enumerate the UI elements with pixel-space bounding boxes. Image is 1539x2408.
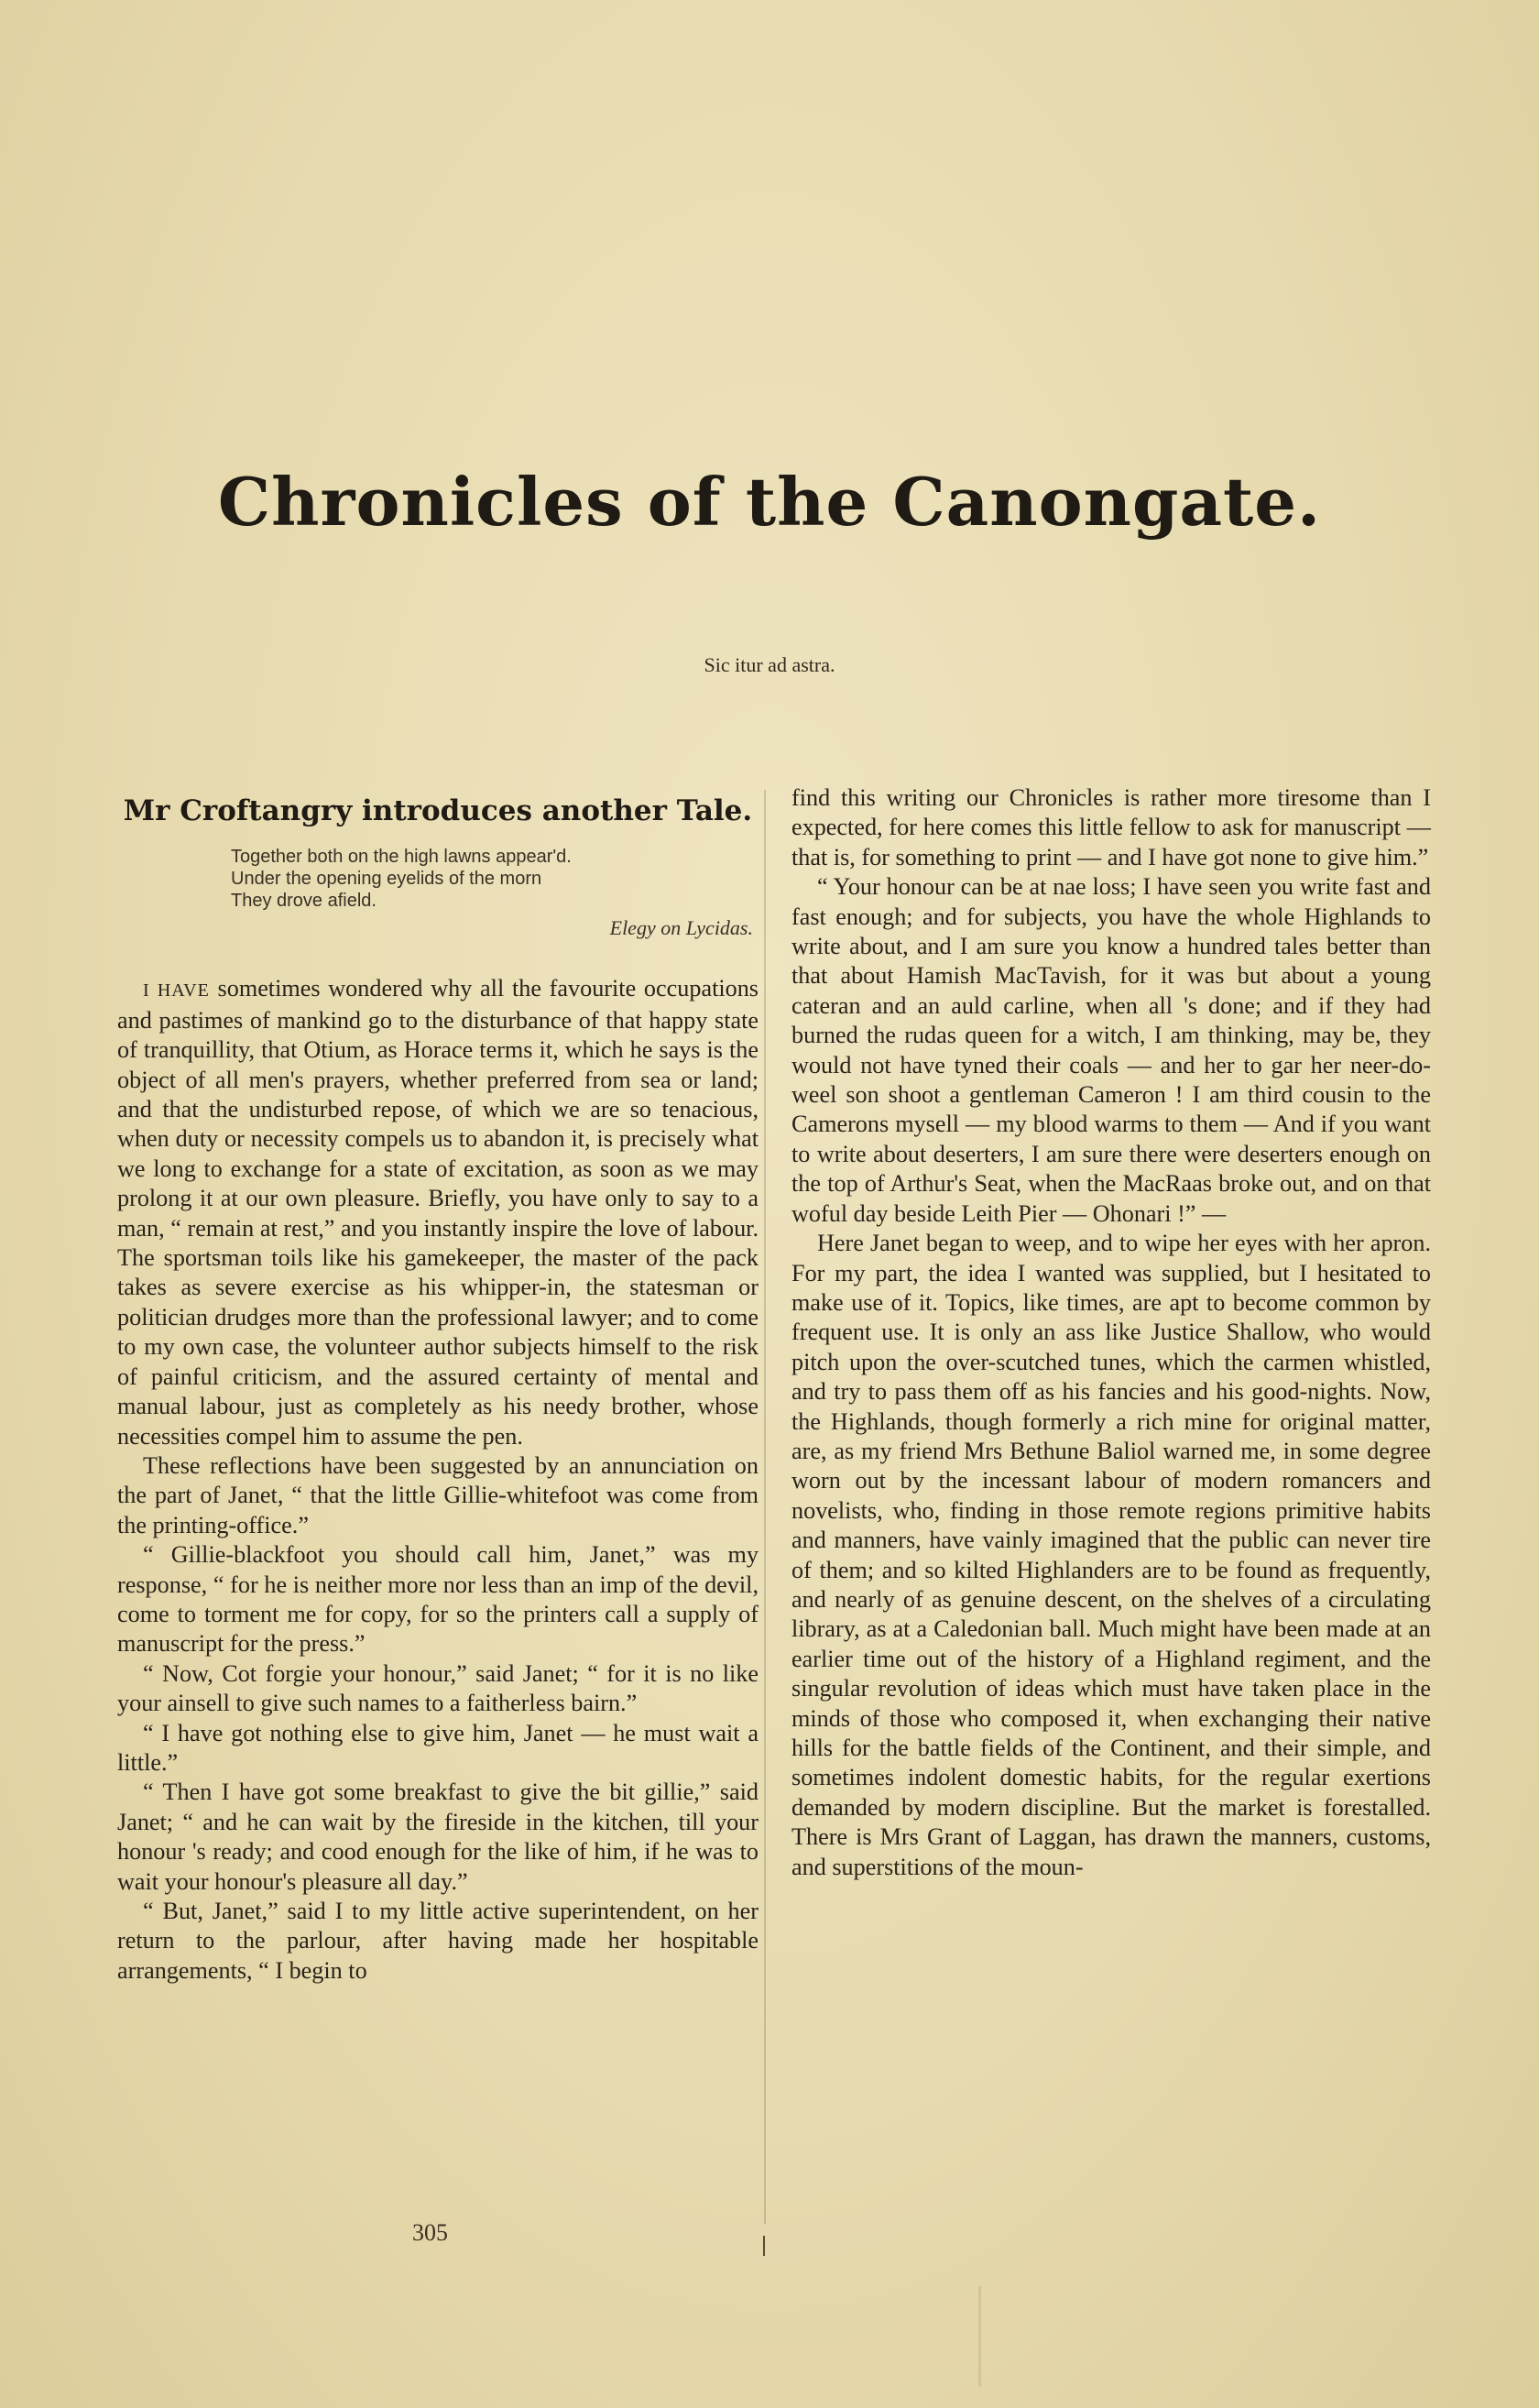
paragraph [117,974,759,1451]
column-divider [764,790,766,2224]
paragraph: Here Janet began to weep, and to wipe her eyes with her apron. For my part, the idea I wanted was supplied, but I hesitated to make use of it. Topics, like times, are apt to become common by frequent use. It is only an ass like Justice Shallow, who would pitch upon the over-scutched tunes, which the carmen whistled, and try to pass them off as his fancies and his good-nights. Now, the Highlands, though formerly a rich mine for original matter, are, as my friend Mrs Bethune Baliol warned me, in some degree worn out by the incessant labour of modern romancers and novelists, who, finding in those remote regions primitive habits and manners, have vainly imagined that the public can never tire of them; and so kilted Highlanders are to be found as frequently, and nearly of as genuine descent, on the shelves of a circulating library, as at a Caledonian ball. Much might have been made at an earlier time out of the history of a Highland regiment, and the singular revolution of ideas which must have taken place in the minds of those who composed it, when exchanging their native hills for the battle fields of the Continent, and their simple, and sometimes indolent domestic habits, for the regular exertions demanded by modern discipline. But the market is forestalled. There is Mrs Grant of Laggan, has drawn the manners, customs, and superstitions of the moun- [791,1230,1431,1880]
paragraph: “ Now, Cot forgie your honour,” said Janet; “ for it is no like your ainsell to give such names to a faitherless bairn.” [117,1659,759,1717]
page-title: Chronicles of the Canongate. [217,463,1322,541]
right-column [791,783,1431,1882]
paragraph: find this writing our Chronicles is rather more tiresome than I expected, for here comes this little fellow to ask for manuscript — that is, for something to print — and I have got none to give him.” [791,784,1431,870]
paragraph: These reflections have been suggested by an annunciation on the part of Janet, “ that the little Gillie-whitefoot was come from the printing-office.” [117,1451,759,1538]
paragraph: “ But, Janet,” said I to my little active superintendent, on her return to the parlour, after having made her hospitable arrangements, “ I begin to [117,1898,759,1984]
paragraph: “ Then I have got some breakfast to give the bit gillie,” said Janet; “ and he can wait by the fireside in the kitchen, till your honour 's ready; and cood enough for the like of him, if he was to wait your honour's pleasure all day.” [117,1779,759,1895]
epigraph [231,846,759,912]
epigraph-source: Elegy on Lycidas. [609,916,753,939]
paragraph: “ Your honour can be at nae loss; I have seen you write fast and fast enough; and for subjects, you have the whole Highlands to write about, and I am sure you know a hundred tales better than that about Hamish MacTavish, for it was but about a young cateran and an auld carline, when all 's done; and if they had burned the rudas queen for a witch, I am thinking, may be, they would not have tyned their coals — and her to gar her neer-do-weel son shoot a gentleman Cameron ! I am third cousin to the Camerons mysell — my blood warms to them — And if you want to write about deserters, I am sure there were deserters enough on the top of Arthur's Seat, when the MacRaas broke out, and on that woful day beside Leith Pier — Ohonari !” — [791,873,1431,1227]
paragraph: “ I have got nothing else to give him, Janet — he must wait a little.” [117,1719,759,1776]
epigraph-line: They drove afield. [231,891,377,911]
motto: Sic itur ad astra. [704,653,835,676]
paper-blemish [978,2286,981,2387]
epigraph-line: Together both on the high lawns appear'd. [231,847,572,867]
column-divider-tick [763,2236,765,2256]
paragraph-text: sometimes wondered why all the favourite occupations and pastimes of mankind go to the disturbance of that happy state of tranquillity, that Otium, as Horace terms it, which he says is the object of all men's prayers, whether preferred from sea or land; and that the undisturbed repose, of which we are so tenacious, when duty or necessity compels us to abandon it, is precisely what we long to exchange for a state of excitation, as soon as we may prolong it at our own pleasure. Briefly, you have only to say to a man, “ remain at rest,” and you instantly inspire the love of labour. The sportsman toils like his gamekeeper, the master of the pack takes as severe exercise as his whipper-in, the statesman or politician drudges more than the professional lawyer; and to come to my own case, the volunteer author subjects himself to the risk of painful criticism, and the assured certainty of mental and manual labour, just as completely as his needy brother, whose necessities compel him to assume the pen. [117,975,759,1450]
paragraph: “ Gillie-blackfoot you should call him, Janet,” was my response, “ for he is neither more nor less than an imp of the devil, come to torment me for copy, for so the printers call a supply of manuscript for the press.” [117,1541,759,1658]
epigraph-line: Under the opening eyelids of the morn [231,869,542,889]
opening-capital: I HAVE [143,980,210,1002]
page-number: 305 [412,2219,448,2246]
left-column [117,783,759,1986]
chapter-heading: Mr Croftangry introduces another Tale. [123,794,753,827]
